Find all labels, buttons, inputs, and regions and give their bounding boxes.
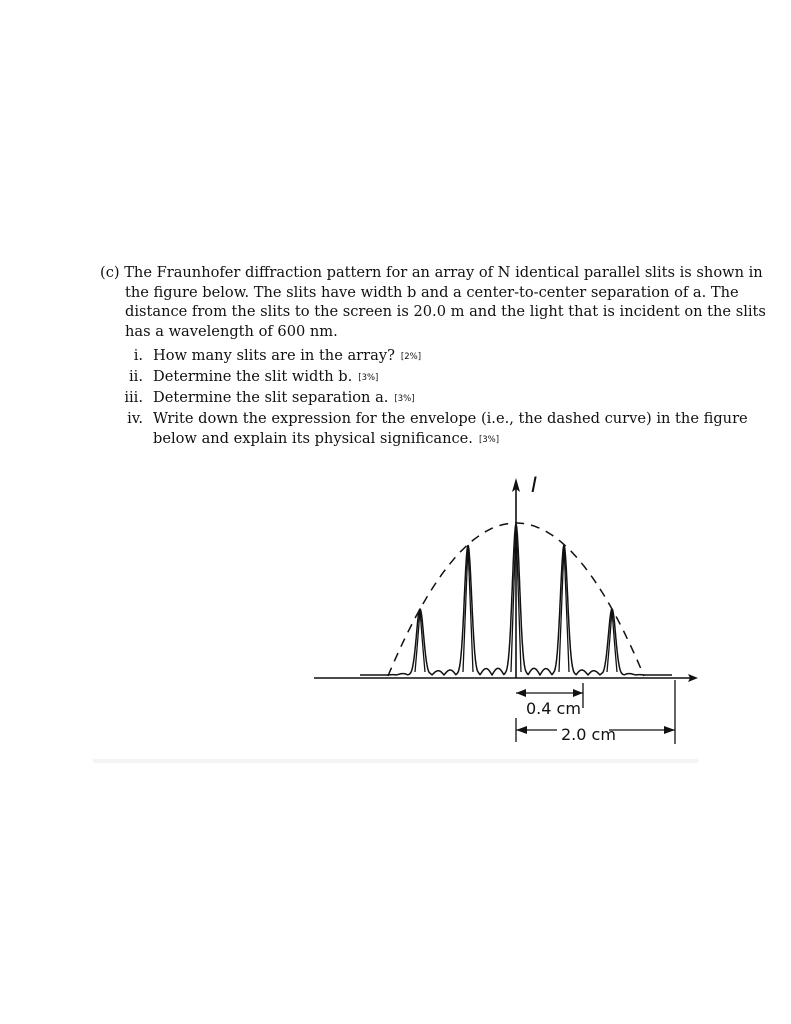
- marks-badge: [3%]: [394, 394, 415, 404]
- subpart-text: Write down the expression for the envelope (i.e., the dashed curve) in the figure: [153, 410, 748, 427]
- statement-line: distance from the slits to the screen is 20.0 m and the light that is incident on the slits: [125, 303, 766, 320]
- statement-line: the figure below. The slits have width b and a center-to-center separation of a. The: [125, 283, 739, 301]
- dimension-large-label: 2.0 cm: [561, 725, 616, 744]
- marks-badge: [2%]: [400, 352, 422, 362]
- statement-line: (c) The Fraunhofer diffraction pattern for an array of N identical parallel slits is shown in: [100, 264, 763, 281]
- arrowhead-right: [664, 726, 675, 734]
- marks-badge: [3%]: [358, 373, 379, 383]
- dimension-small-label: 0.4 cm: [526, 699, 581, 718]
- subpart-number: iv.: [127, 410, 143, 427]
- subpart-text: below and explain its physical significance.: [153, 430, 473, 447]
- subpart-number: ii.: [129, 368, 143, 385]
- subpart-text: How many slits are in the array?: [153, 347, 395, 364]
- subpart-text: Determine the slit separation a.: [153, 389, 389, 406]
- arrowhead-left: [516, 726, 527, 734]
- subpart-number: i.: [133, 347, 143, 364]
- arrowhead-right: [573, 689, 583, 697]
- subpart-text: Determine the slit width b.: [153, 368, 353, 385]
- intensity-axis-label: I: [531, 473, 538, 497]
- arrowhead-left: [516, 689, 526, 697]
- statement-line: has a wavelength of 600 nm.: [125, 322, 338, 340]
- subpart-number: iii.: [124, 389, 143, 406]
- marks-badge: [3%]: [478, 435, 500, 445]
